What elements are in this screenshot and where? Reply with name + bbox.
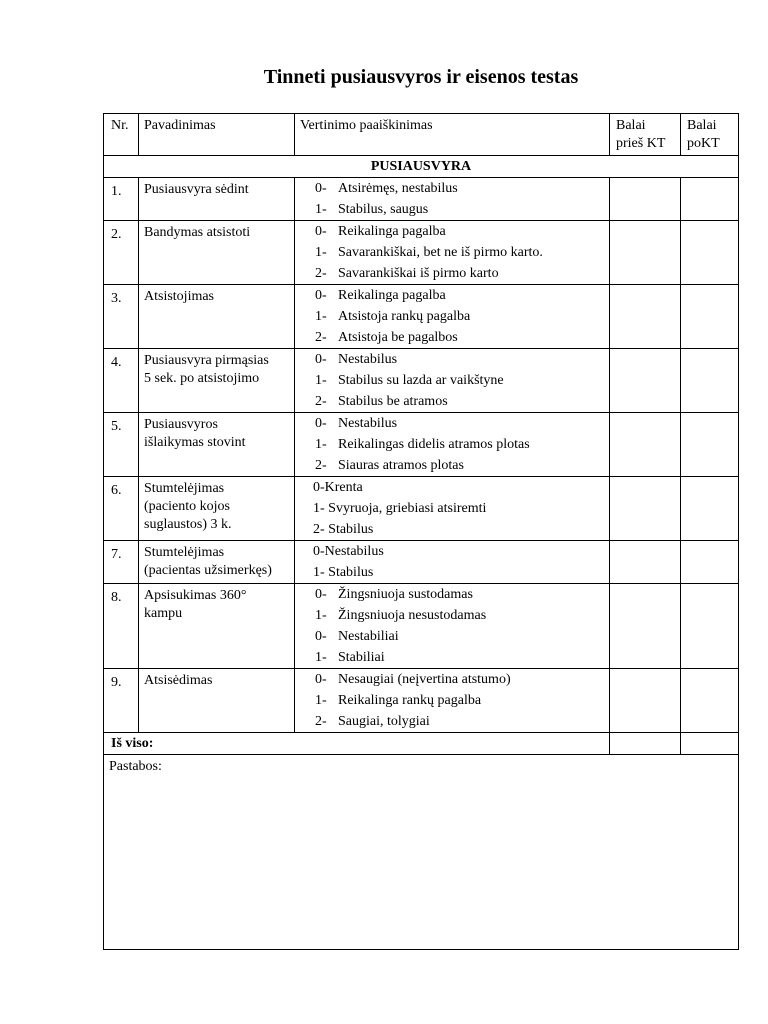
item-name-line: kampu	[144, 606, 183, 621]
assessment-table	[103, 113, 739, 950]
option-code: 0-	[315, 352, 327, 367]
item-criteria	[295, 584, 610, 669]
table-row	[104, 221, 739, 285]
criteria-option	[295, 669, 609, 690]
option-code: 1-	[315, 650, 327, 665]
option-text: Atsirėmęs, nestabilus	[338, 181, 458, 196]
option-text: Saugiai, tolygiai	[338, 714, 430, 729]
score-before-cell[interactable]	[610, 669, 681, 733]
option-text: Siauras atramos plotas	[338, 458, 464, 473]
criteria-option	[295, 199, 609, 220]
criteria-option	[295, 263, 609, 284]
table-row	[104, 349, 739, 413]
item-name: Pusiausvyra sėdint	[139, 178, 295, 221]
total-after-cell[interactable]	[681, 733, 739, 755]
score-before-cell[interactable]	[610, 221, 681, 285]
option-text: Stabiliai	[338, 650, 385, 665]
criteria-option	[295, 327, 609, 348]
criteria-option: 0-Nestabilus	[313, 544, 384, 559]
option-text: Žingsniuoja nesustodamas	[338, 608, 487, 623]
criteria-option	[295, 349, 609, 370]
option-code: 1-	[315, 309, 327, 324]
criteria-option: 1- Stabilus	[313, 565, 374, 580]
criteria-option	[295, 242, 609, 263]
score-after-cell[interactable]	[681, 669, 739, 733]
score-after-cell[interactable]	[681, 413, 739, 477]
option-text: Atsistoja be pagalbos	[338, 330, 458, 345]
option-text: Reikalinga pagalba	[338, 288, 446, 303]
item-name: Bandymas atsistoti	[139, 221, 295, 285]
option-code: 2-	[315, 394, 327, 409]
criteria-option	[295, 711, 609, 732]
item-criteria	[295, 349, 610, 413]
item-name-line: Apsisukimas 360°	[144, 588, 247, 603]
header-nr: Nr.	[104, 114, 139, 156]
item-criteria	[295, 477, 610, 541]
item-name-line: suglaustos) 3 k.	[144, 517, 232, 532]
option-text: Atsistoja rankų pagalba	[338, 309, 471, 324]
header-row	[104, 114, 739, 156]
option-code: 2-	[315, 714, 327, 729]
section-row	[104, 156, 739, 178]
option-text: Nesaugiai (neįvertina atstumo)	[338, 672, 511, 687]
item-name-line: Pusiausvyra pirmąsias	[144, 353, 269, 368]
item-number: 5.	[104, 413, 139, 477]
option-code: 0-	[315, 181, 327, 196]
section-title: PUSIAUSVYRA	[104, 156, 739, 178]
header-score-before-line2: prieš KT	[616, 136, 666, 151]
page-title: Tinneti pusiausvyros ir eisenos testas	[263, 66, 579, 88]
criteria-option: 2- Stabilus	[313, 522, 374, 537]
item-criteria	[295, 221, 610, 285]
item-name	[139, 584, 295, 669]
criteria-option	[295, 605, 609, 626]
item-name: Atsisėdimas	[139, 669, 295, 733]
option-code: 1-	[315, 608, 327, 623]
option-code: 1-	[315, 437, 327, 452]
item-number: 1.	[104, 178, 139, 221]
item-name	[139, 349, 295, 413]
option-code: 0-	[315, 672, 327, 687]
criteria-option	[295, 434, 609, 455]
item-criteria	[295, 413, 610, 477]
item-name-line: Pusiausvyros	[144, 417, 218, 432]
option-code: 2-	[315, 458, 327, 473]
item-name-line: (paciento kojos	[144, 499, 230, 514]
score-after-cell[interactable]	[681, 285, 739, 349]
header-score-after-line1: Balai	[687, 118, 717, 133]
item-number: 8.	[104, 584, 139, 669]
option-text: Nestabiliai	[338, 629, 399, 644]
criteria-option	[295, 690, 609, 711]
total-label: Iš viso:	[104, 733, 610, 755]
option-code: 1-	[315, 202, 327, 217]
option-code: 0-	[315, 416, 327, 431]
header-score-before-line1: Balai	[616, 118, 646, 133]
item-criteria	[295, 178, 610, 221]
item-number: 2.	[104, 221, 139, 285]
option-text: Stabilus su lazda ar vaikštyne	[338, 373, 504, 388]
item-criteria	[295, 541, 610, 584]
item-name	[139, 413, 295, 477]
table-row	[104, 285, 739, 349]
score-after-cell[interactable]	[681, 178, 739, 221]
criteria-option	[295, 285, 609, 306]
option-text: Savarankiškai iš pirmo karto	[338, 266, 499, 281]
item-criteria	[295, 669, 610, 733]
option-text: Reikalinga pagalba	[338, 224, 446, 239]
score-before-cell[interactable]	[610, 584, 681, 669]
criteria-option	[295, 306, 609, 327]
header-score-after-line2: poKT	[687, 136, 720, 151]
table-row	[104, 413, 739, 477]
item-number: 6.	[104, 477, 139, 541]
score-before-cell[interactable]	[610, 178, 681, 221]
criteria-option	[295, 391, 609, 412]
criteria-option	[295, 455, 609, 476]
option-text: Stabilus, saugus	[338, 202, 429, 217]
table-row	[104, 178, 739, 221]
option-text: Reikalinga rankų pagalba	[338, 693, 482, 708]
item-criteria	[295, 285, 610, 349]
score-after-cell[interactable]	[681, 221, 739, 285]
item-name: Atsistojimas	[139, 285, 295, 349]
item-name	[139, 477, 295, 541]
notes-field[interactable]	[104, 755, 739, 950]
option-text: Žingsniuoja sustodamas	[338, 587, 473, 602]
option-code: 0-	[315, 288, 327, 303]
option-text: Savarankiškai, bet ne iš pirmo karto.	[338, 245, 543, 260]
option-code: 1-	[315, 373, 327, 388]
criteria-option	[295, 626, 609, 647]
option-code: 0-	[315, 587, 327, 602]
score-before-cell[interactable]	[610, 541, 681, 584]
criteria-option: 0-Krenta	[313, 480, 363, 495]
item-number: 7.	[104, 541, 139, 584]
option-code: 0-	[315, 629, 327, 644]
criteria-option	[295, 647, 609, 668]
item-name-line: (pacientas užsimerkęs)	[144, 563, 272, 578]
score-after-cell[interactable]	[681, 349, 739, 413]
table-row	[104, 584, 739, 669]
header-name: Pavadinimas	[139, 114, 295, 156]
notes-label: Pastabos:	[109, 759, 162, 774]
score-after-cell[interactable]	[681, 541, 739, 584]
table-row	[104, 541, 739, 584]
option-code: 1-	[315, 245, 327, 260]
criteria-option	[295, 584, 609, 605]
criteria-option: 1- Svyruoja, griebiasi atsiremti	[313, 501, 487, 516]
option-text: Nestabilus	[338, 352, 398, 367]
option-code: 0-	[315, 224, 327, 239]
score-after-cell[interactable]	[681, 584, 739, 669]
notes-row	[104, 755, 739, 950]
criteria-option	[295, 370, 609, 391]
score-before-cell[interactable]	[610, 413, 681, 477]
header-score-before	[610, 114, 681, 156]
option-code: 1-	[315, 693, 327, 708]
option-text: Stabilus be atramos	[338, 394, 448, 409]
option-code: 2-	[315, 330, 327, 345]
criteria-option	[295, 178, 609, 199]
table-row	[104, 477, 739, 541]
table-row	[104, 669, 739, 733]
item-name-line: Stumtelėjimas	[144, 481, 225, 496]
item-name-line: išlaikymas stovint	[144, 435, 246, 450]
option-text: Reikalingas didelis atramos plotas	[338, 437, 530, 452]
total-before-cell[interactable]	[610, 733, 681, 755]
option-text: Nestabilus	[338, 416, 398, 431]
header-explanation: Vertinimo paaiškinimas	[295, 114, 610, 156]
score-before-cell[interactable]	[610, 349, 681, 413]
score-before-cell[interactable]	[610, 285, 681, 349]
criteria-option	[295, 413, 609, 434]
total-row	[104, 733, 739, 755]
item-name-line: Stumtelėjimas	[144, 545, 225, 560]
score-after-cell[interactable]	[681, 477, 739, 541]
criteria-option	[295, 221, 609, 242]
item-number: 4.	[104, 349, 139, 413]
score-before-cell[interactable]	[610, 477, 681, 541]
item-name	[139, 541, 295, 584]
option-code: 2-	[315, 266, 327, 281]
item-number: 3.	[104, 285, 139, 349]
header-score-after	[681, 114, 739, 156]
item-name-line: 5 sek. po atsistojimo	[144, 371, 260, 386]
item-number: 9.	[104, 669, 139, 733]
